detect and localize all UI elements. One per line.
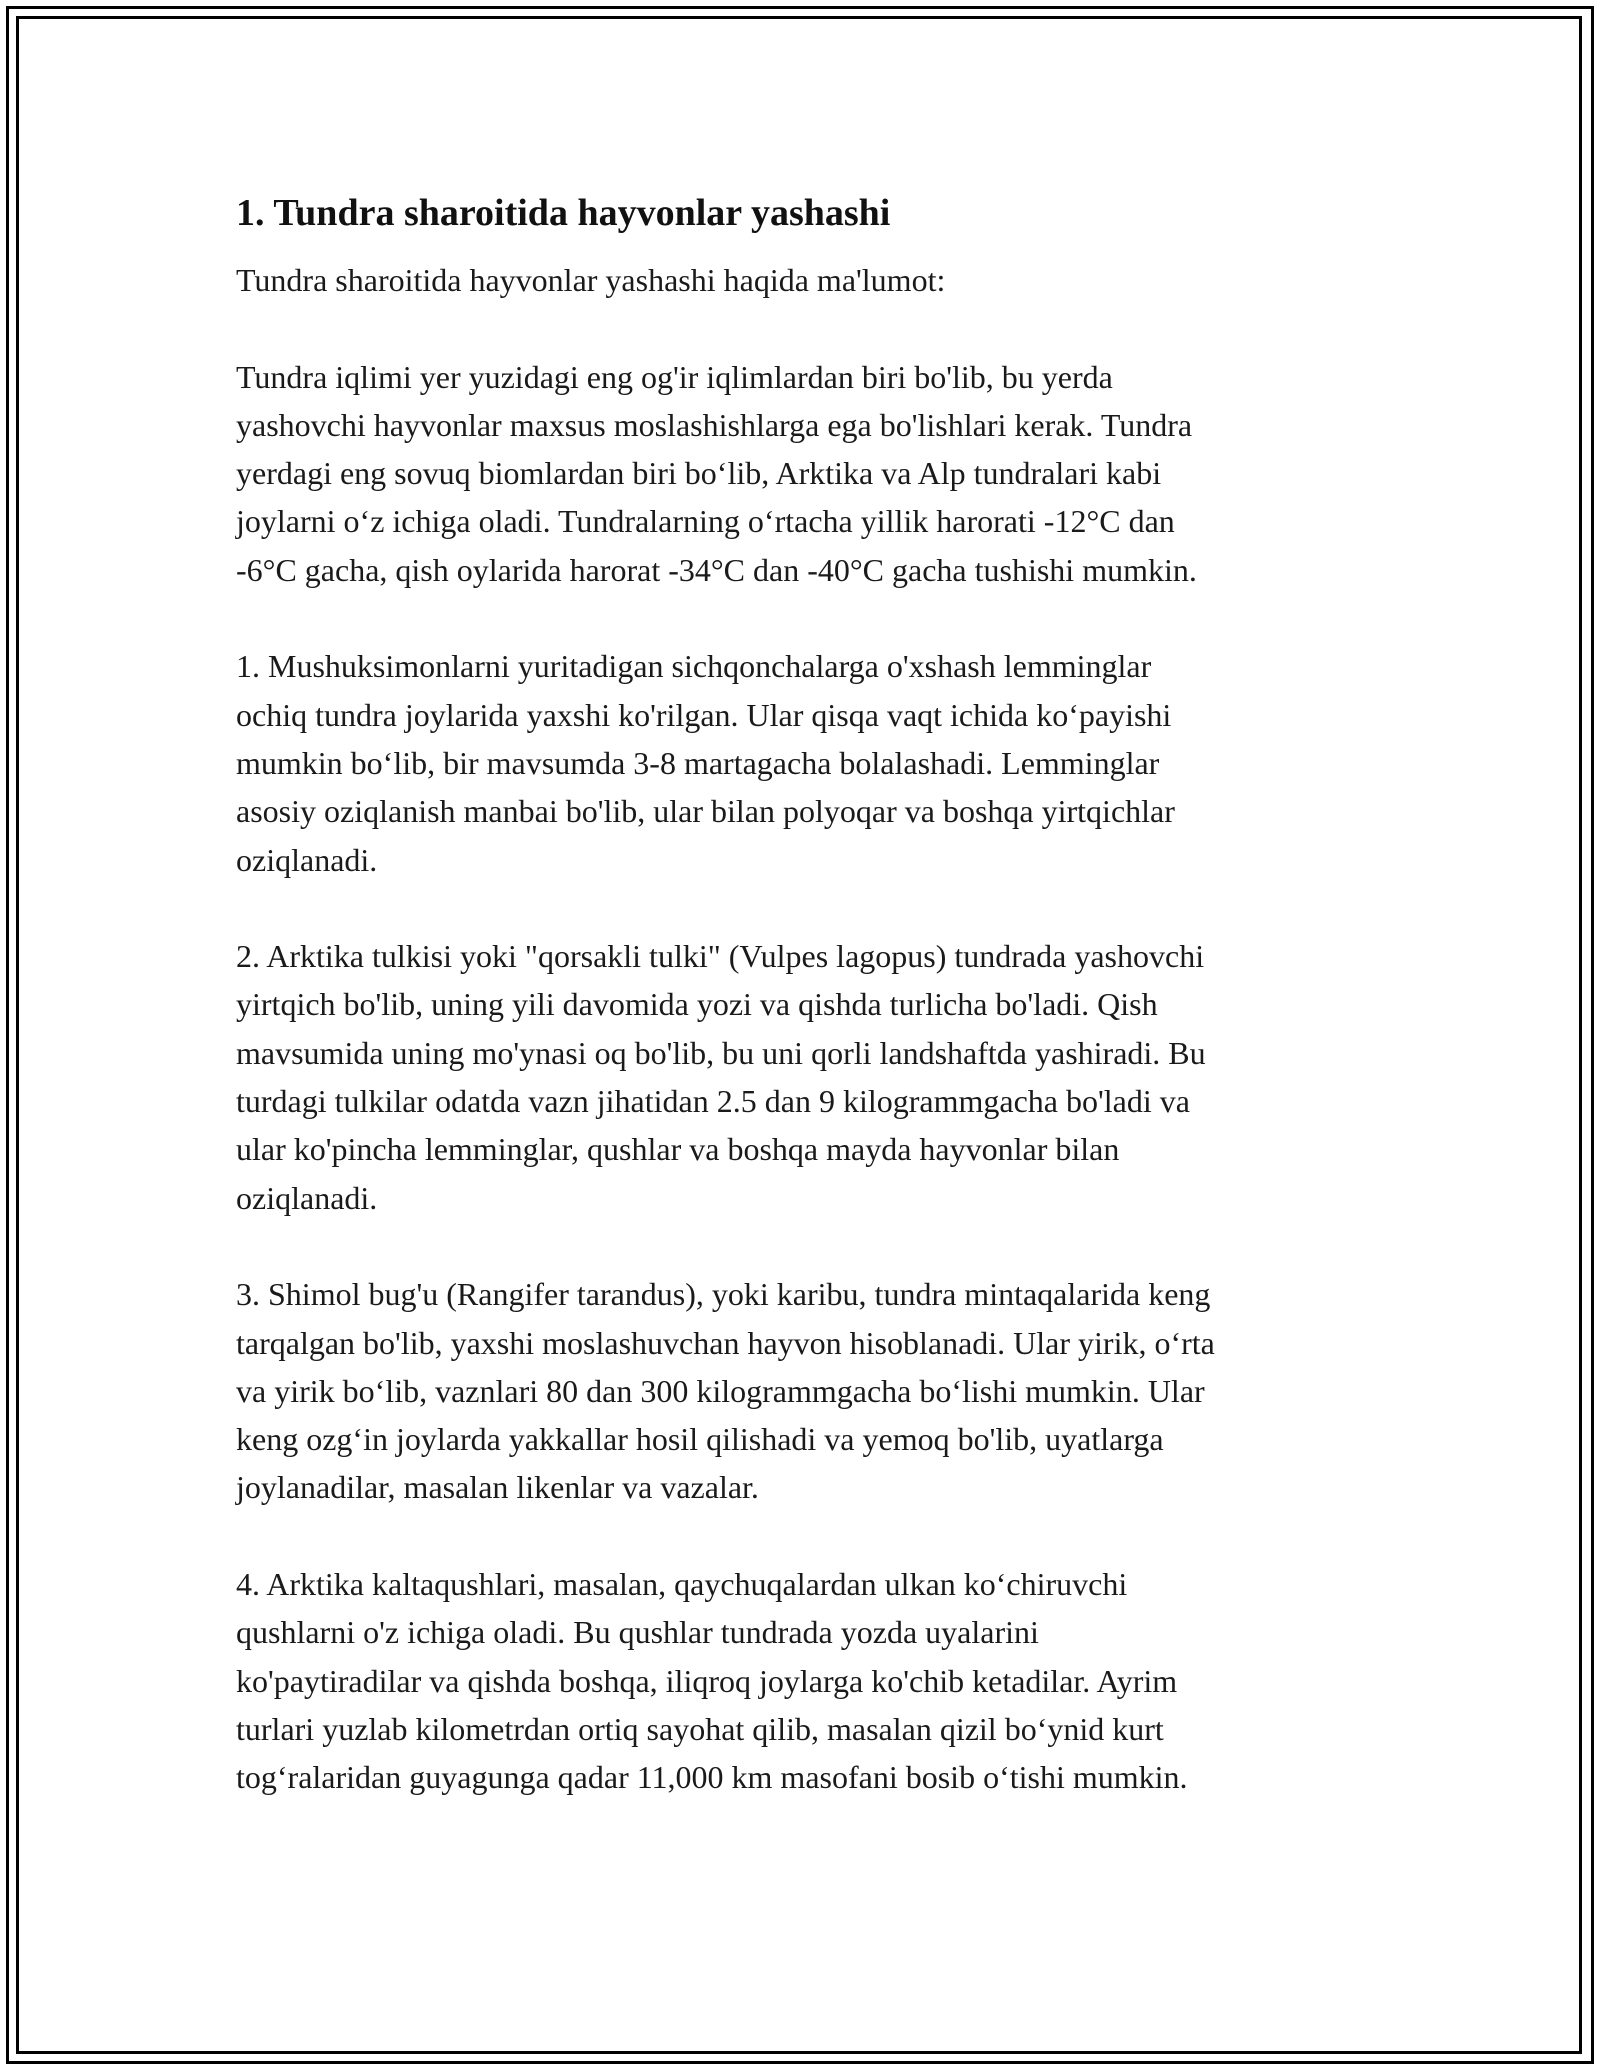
arctic-birds-paragraph: 4. Arktika kaltaqushlari, masalan, qaychuqalardan ulkan ko‘chiruvchi qushlarni o'z ichiga oladi. Bu qushlar tundrada yozda uyalarini ko'paytiradilar va qishda boshqa, iliqroq joylarga ko'chib ketadilar. Ayrim turlari yuzlab kilometrdan ortiq sayohat qilib, masalan qizil bo‘ynid kurt tog‘ralaridan guyagunga qadar 11,000 km masofani bosib o‘tishi mumkin. <box>236 1566 1188 1796</box>
document-body <box>236 188 1368 1850</box>
lemmings-paragraph: 1. Mushuksimonlarni yuritadigan sichqonchalarga o'xshash lemminglar ochiq tundra joylarida yaxshi ko'rilgan. Ular qisqa vaqt ichida ko‘payishi mumkin bo‘lib, bir mavsumda 3-8 martagacha bolalashadi. Lemminglar asosiy oziqlanish manbai bo'lib, ular bilan polyoqar va boshqa yirtqichlar oziqlanadi. <box>236 648 1175 878</box>
arctic-fox-paragraph: 2. Arktika tulkisi yoki "qorsakli tulki" (Vulpes lagopus) tundrada yashovchi yirtqich bo'lib, uning yili davomida yozi va qishda turlicha bo'ladi. Qish mavsumida uning mo'ynasi oq bo'lib, bu uni qorli landshaftda yashiradi. Bu turdagi tulkilar odatda vazn jihatidan 2.5 dan 9 kilogrammgacha bo'ladi va ular ko'pincha lemminglar, qushlar va boshqa mayda hayvonlar bilan oziqlanadi. <box>236 938 1206 1216</box>
document-title: 1. Tundra sharoitida hayvonlar yashashi <box>236 192 891 234</box>
intro-paragraph: Tundra sharoitida hayvonlar yashashi haqida ma'lumot: <box>236 262 946 298</box>
climate-paragraph: Tundra iqlimi yer yuzidagi eng og'ir iqlimlardan biri bo'lib, bu yerda yashovchi hayvonlar maxsus moslashishlarga ega bo'lishlari kerak. Tundra yerdagi eng sovuq biomlardan biri bo‘lib, Arktika va Alp tundralari kabi joylarni o‘z ichiga oladi. Tundralarning o‘rtacha yillik harorati -12°C dan -6°C gacha, qish oylarida harorat -34°C dan -40°C gacha tushishi mumkin. <box>236 358 1197 588</box>
reindeer-paragraph: 3. Shimol bug'u (Rangifer tarandus), yoki karibu, tundra mintaqalarida keng tarqalgan bo'lib, yaxshi moslashuvchan hayvon hisoblanadi. Ular yirik, o‘rta va yirik bo‘lib, vaznlari 80 dan 300 kilogrammgacha bo‘lishi mumkin. Ular keng ozg‘in joylarda yakkallar hosil qilishadi va yemoq bo'lib, uyatlarga joylanadilar, masalan likenlar va vazalar. <box>236 1276 1215 1506</box>
